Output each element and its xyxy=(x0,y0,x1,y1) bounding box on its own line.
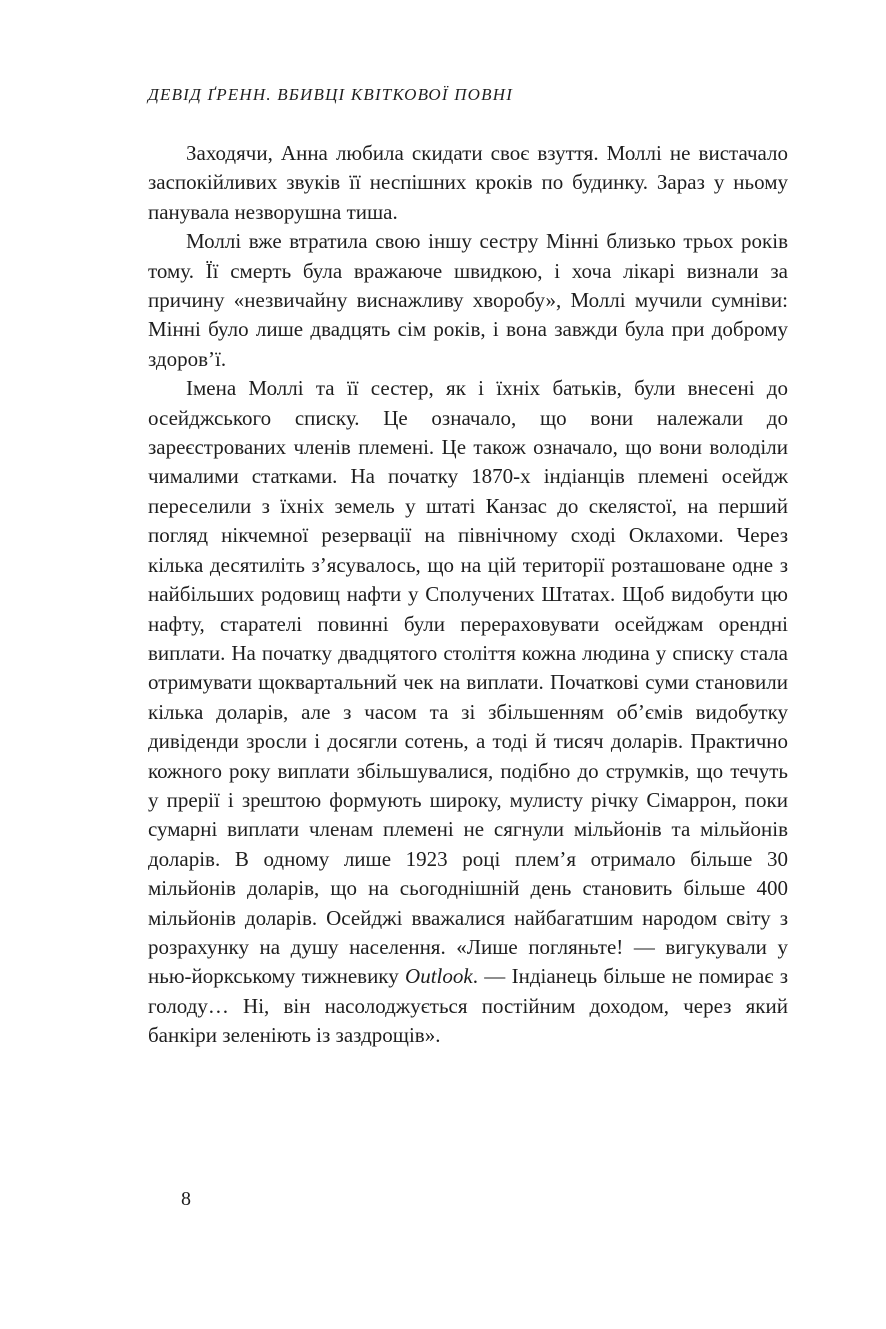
body-text xyxy=(148,139,788,1051)
text-segment: Заходячи, Анна любила скидати своє взуття. Моллі не вистачало заспокійливих звуків її неспішних кроків по будинку. Зараз у ньому панувала незворушна тиша. xyxy=(148,141,788,224)
text-segment: . — Індіанець більше не помирає з голоду… Ні, він насолоджується постійним доходом, через який банкіри зеленіють із заздрощів». xyxy=(148,964,788,1048)
paragraph xyxy=(148,227,788,374)
paragraph xyxy=(148,374,788,1050)
running-header: ДЕВІД ҐРЕНН. ВБИВЦІ КВІТКОВОЇ ПОВНІ xyxy=(148,85,514,104)
page-number: 8 xyxy=(181,1188,191,1210)
text-segment: Моллі вже втратила свою іншу сестру Мінні близько трьох років тому. Її смерть була вражаюче швидкою, і хоча лікарі визнали за причину «незвичайну виснажливу хворобу», Моллі мучили сумніви: Мінні було лише двадцять сім років, і вона завжди була при доброму здоров’ї. xyxy=(148,229,788,371)
text-segment: Імена Моллі та її сестер, як і їхніх батьків, були внесені до осейджського списку. Це означало, що вони належали до зареєстрованих членів племені. Це також означало, що вони володіли чималими статками. На початку 1870-х індіанців племені осейдж переселили з їхніх земель у штаті Канзас до скелястої, на перший погляд нікчемної резервації на північному сході Оклахоми. Через кілька десятиліть з’ясувалось, що на цій території розташоване одне з найбільших родовищ нафти у Сполучених Штатах. Щоб видобути цю нафту, старателі повинні були перераховувати осейджам орендні виплати. На початку двадцятого століття кожна людина у списку стала отримувати щоквартальний чек на виплати. Початкові суми становили кілька доларів, але з часом та зі збільшенням об’ємів видобутку дивіденди зросли і досягли сотень, а тоді й тисяч доларів. Практично кожного року виплати збільшувалися, подібно до струмків, що течуть у прерії і зрештою формують широку, мулисту річку Сімаррон, поки сумарні виплати членам племені не сягнули мільйонів та мільйонів доларів. В одному лише 1923 році плем’я отримало більше 30 мільйонів доларів, що на сьогоднішній день становить більше 400 мільйонів доларів. Осейджі вважалися найбагатшим народом світу з розрахунку на душу населення. «Лише погляньте! — вигукували у нью-йоркському тижневику xyxy=(148,376,788,989)
paragraph xyxy=(148,139,788,227)
italic-text: Outlook xyxy=(405,964,473,989)
